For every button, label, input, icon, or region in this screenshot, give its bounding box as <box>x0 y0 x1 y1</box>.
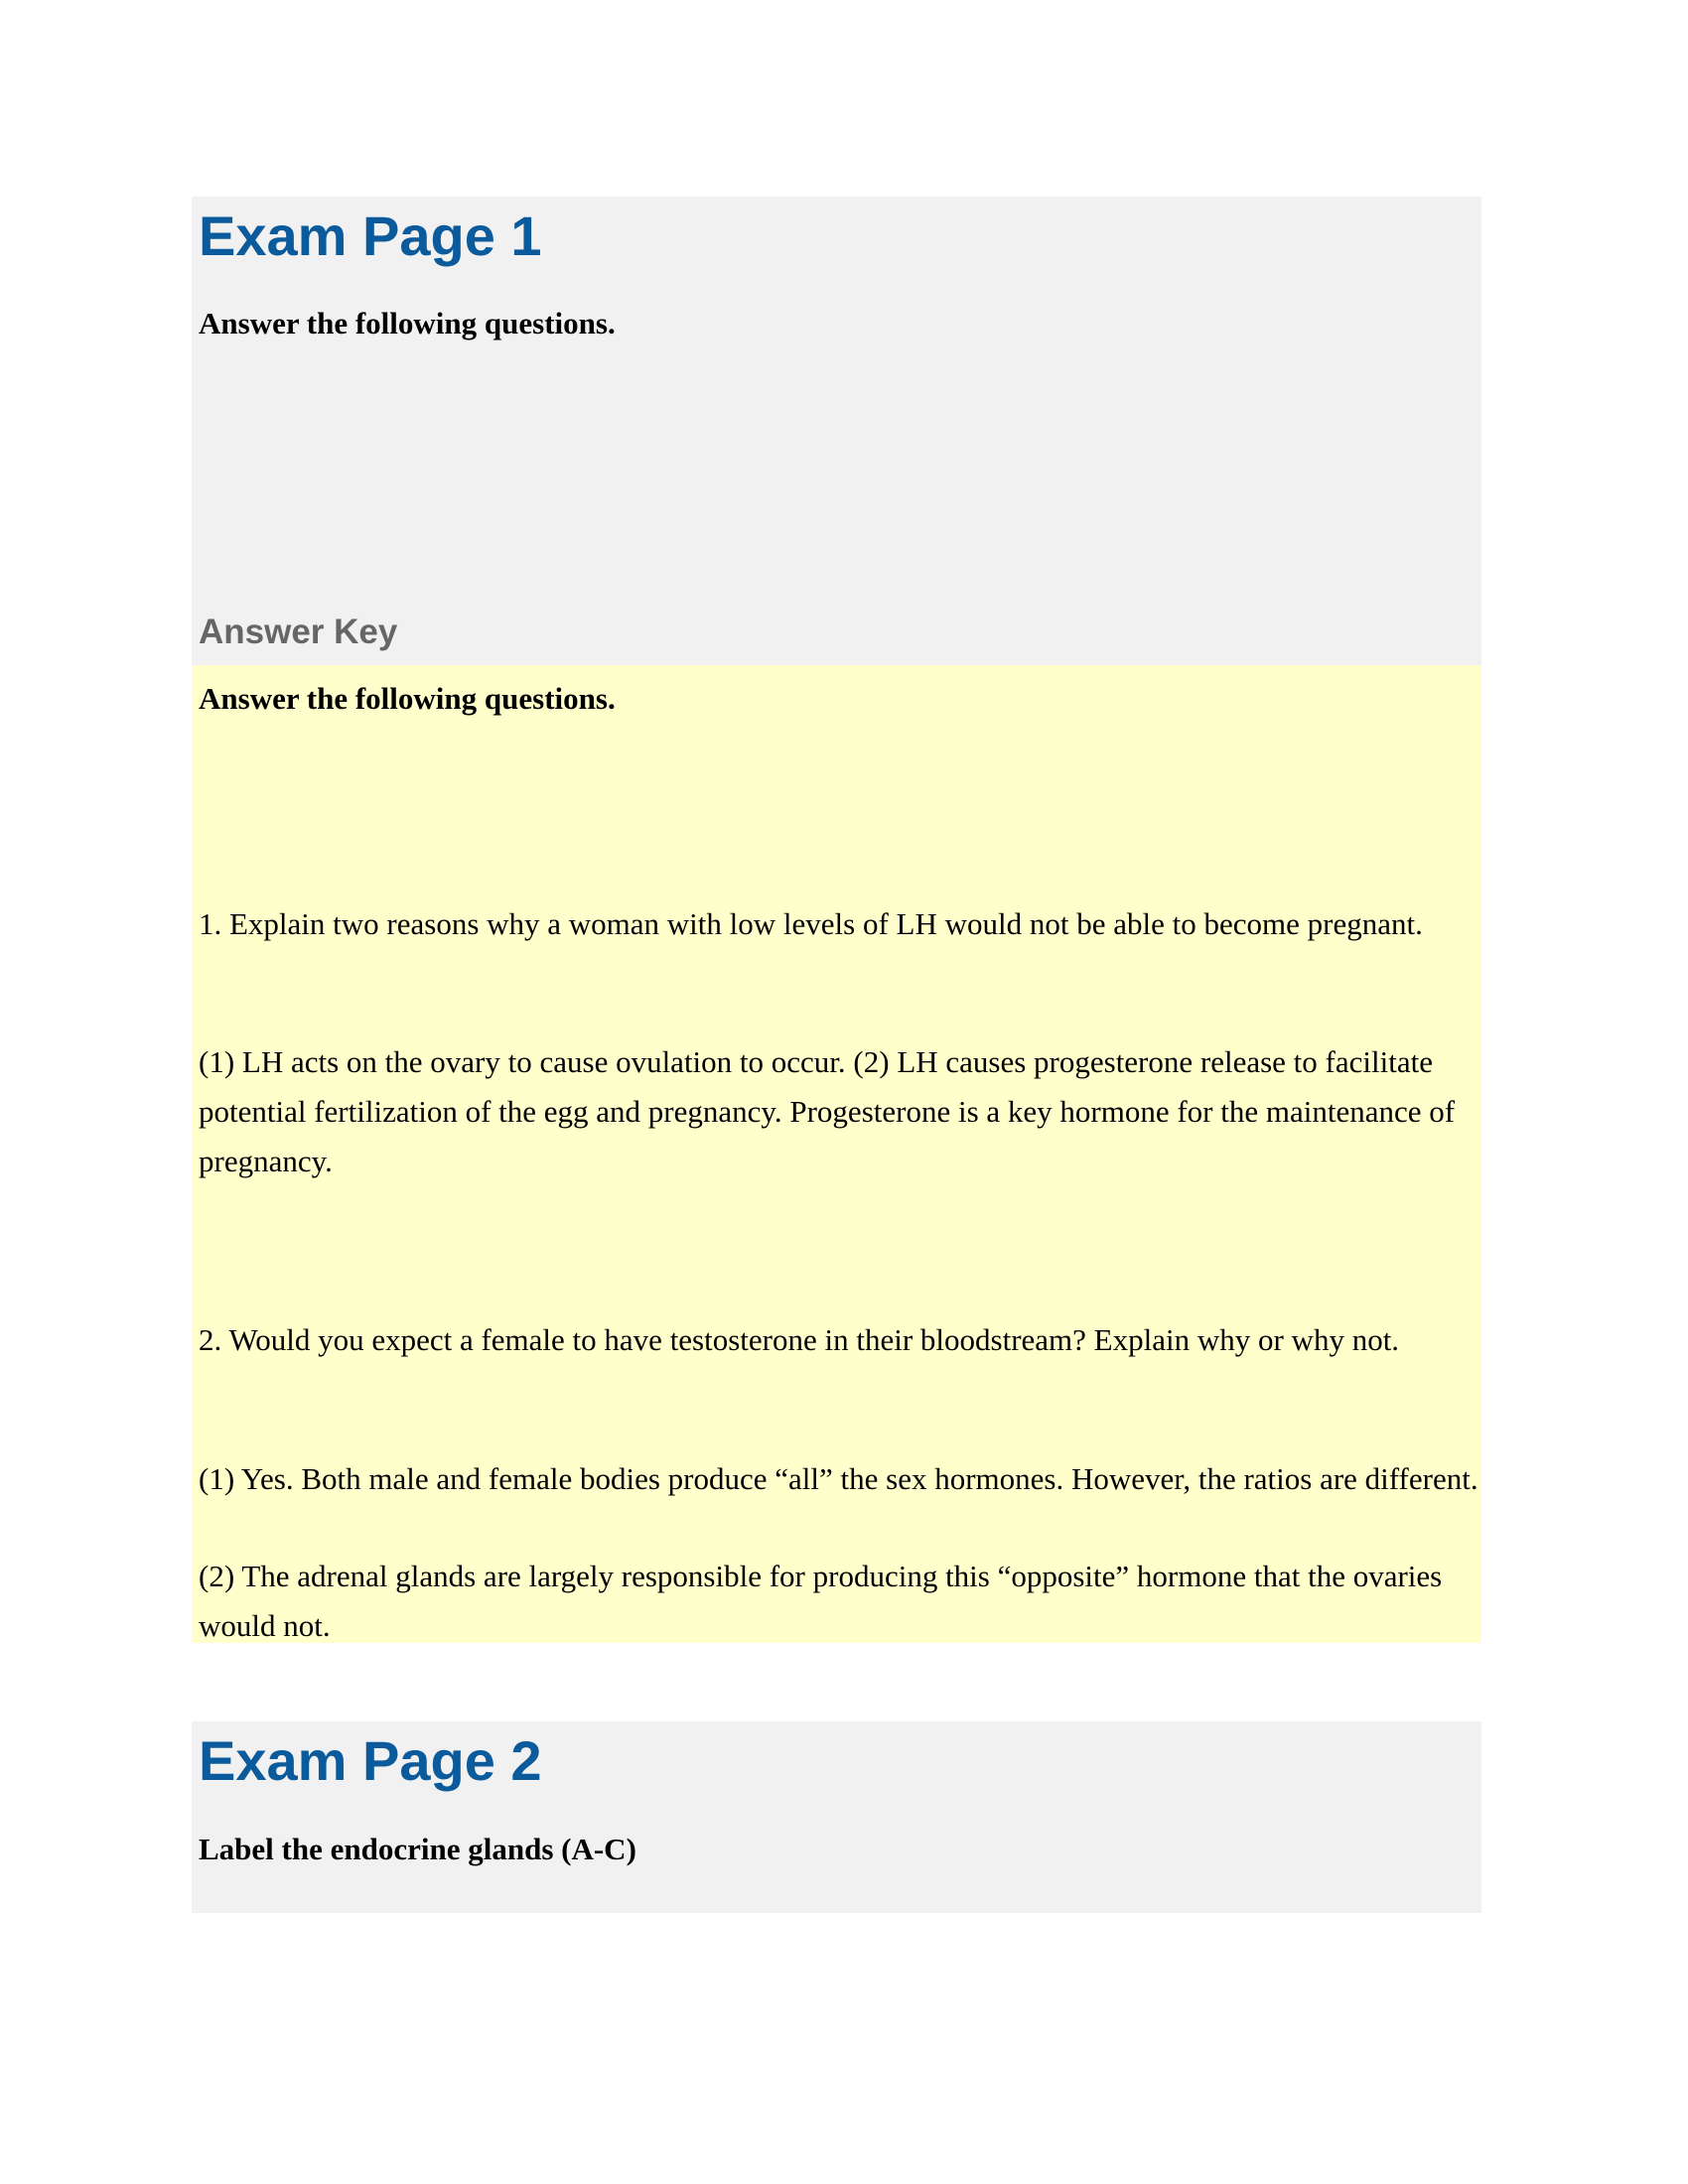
question-2-answer-part-1: (1) Yes. Both male and female bodies produce “all” the sex hormones. However, the ratios are different. <box>199 1461 1478 1496</box>
answer-key-instruction: Answer the following questions. <box>199 681 616 716</box>
exam-page-2-instruction: Label the endocrine glands (A-C) <box>199 1832 636 1866</box>
exam-page-2-title: Exam Page 2 <box>199 1729 542 1792</box>
question-2-answer-part-2: (2) The adrenal glands are largely responsible for producing this “opposite” hormone that the ovaries would not. <box>199 1559 1443 1643</box>
question-2-text: 2. Would you expect a female to have testosterone in their bloodstream? Explain why or why not. <box>199 1322 1400 1357</box>
answer-key-heading: Answer Key <box>199 613 398 651</box>
question-1-text: 1. Explain two reasons why a woman with low levels of LH would not be able to become pregnant. <box>199 906 1423 941</box>
exam-page-1-instruction: Answer the following questions. <box>199 306 616 341</box>
exam-page-1-title: Exam Page 1 <box>199 205 542 267</box>
question-1-answer: (1) LH acts on the ovary to cause ovulation to occur. (2) LH causes progesterone release to facilitate potential fertilization of the egg and pregnancy. Progesterone is a key hormone for the maintenance of pregnancy. <box>199 1044 1456 1178</box>
